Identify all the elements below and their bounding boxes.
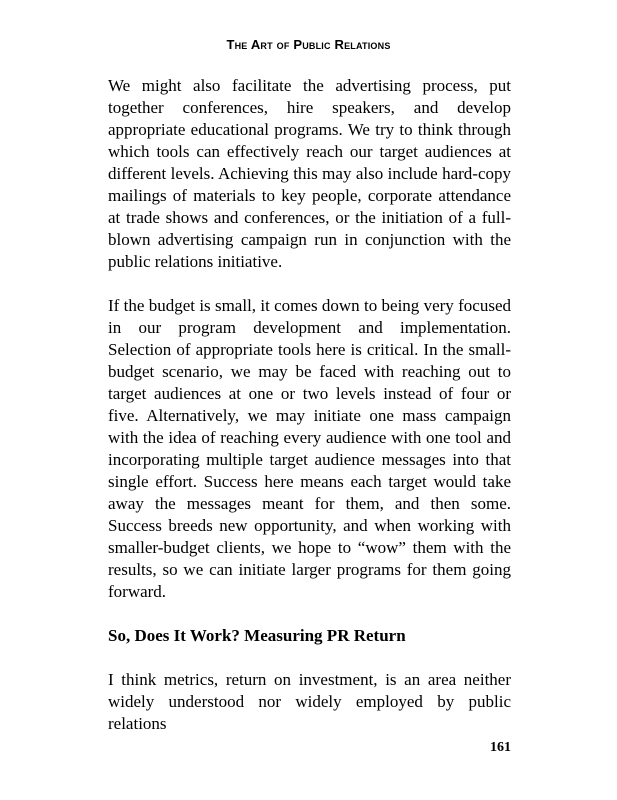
body-paragraph-3: I think metrics, return on investment, is an area neither widely understood nor widely employed by public relations: [108, 670, 511, 733]
body-paragraph-2: If the budget is small, it comes down to being very focused in our program development and implementation. Selection of appropriate tools here is critical. In the small-budget scenario, we may be faced with reaching out to target audiences at one or two levels instead of four or five. Alternatively, we may initiate one mass campaign with the idea of reaching every audience with one tool and incorporating multiple target audience messages into that single effort. Success here means each target would take away the messages meant for them, and then some. Success breeds new opportunity, and when working with smaller-budget clients, we hope to “wow” them with the results, so we can initiate larger programs for them going forward.: [108, 296, 511, 601]
page-number: 161: [490, 740, 511, 755]
body-paragraph-1: We might also facilitate the advertising process, put together conferences, hire speakers, and develop appropriate educational programs. We try to think through which tools can effectively reach our target audiences at different levels. Achieving this may also include hard-copy mailings of materials to key people, corporate attendance at trade shows and conferences, or the initiation of a full-blown advertising campaign run in conjunction with the public relations initiative.: [108, 76, 511, 271]
running-header: The Art of Public Relations: [226, 37, 391, 52]
section-heading: So, Does It Work? Measuring PR Return: [108, 626, 406, 645]
